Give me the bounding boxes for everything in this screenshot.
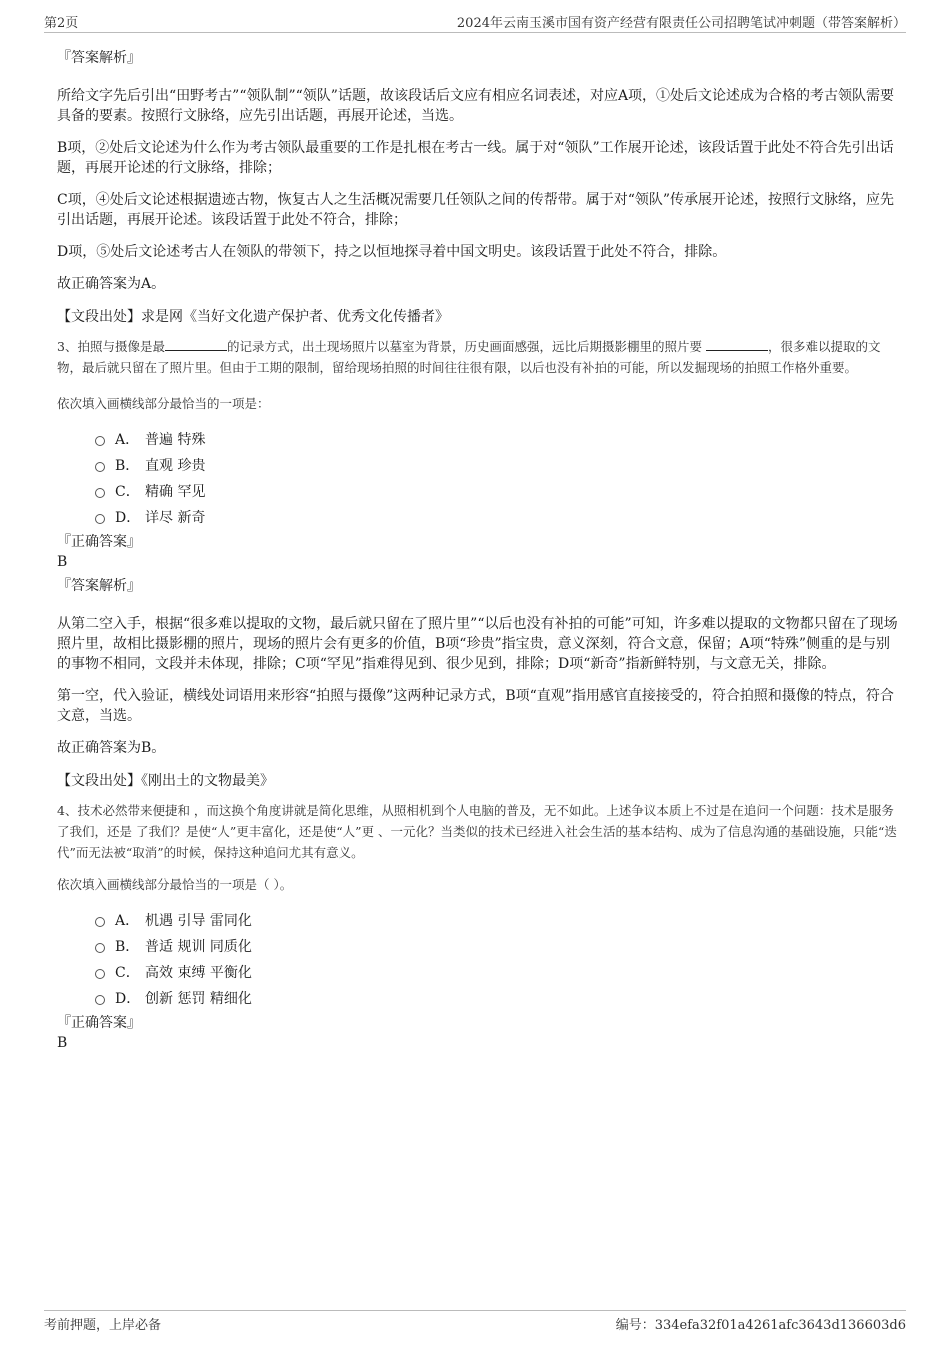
- radio-icon[interactable]: [95, 488, 105, 498]
- option-c[interactable]: C． 高效 束缚 平衡化: [95, 959, 899, 985]
- radio-icon[interactable]: [95, 917, 105, 927]
- radio-icon[interactable]: [95, 462, 105, 472]
- radio-icon[interactable]: [95, 943, 105, 953]
- blank-line: [165, 338, 227, 351]
- question-3-instruction: 依次填入画横线部分最恰当的一项是：: [57, 396, 270, 411]
- analysis-paragraph: 从第二空入手，根据“很多难以提取的文物，最后就只留在了照片里”“以后也没有补拍的可能”可知，许多难以提取的文物都只留在了现场照片里，故相比摄影棚的照片，现场的照片会有更多的价值，B项“珍贵”指宝贵，意义深刻，符合文意，保留；A项“特殊”侧重的是与别的事物不相同，文段并未体现，排除；C项“罕见”指难得见到、很少见到，排除；D项“新奇”指新鲜特别，与文意无关，排除。: [57, 616, 898, 672]
- passage-source: 【文段出处】求是网《当好文化遗产保护者、优秀文化传播者》: [57, 309, 449, 325]
- radio-icon[interactable]: [95, 514, 105, 524]
- analysis-paragraph: C项，④处后文论述根据遗迹古物，恢复古人之生活概况需要几任领队之间的传帮带。属于对“领队”传承展开论述，按照行文脉络，应先引出话题，再展开论述。该段话置于此处不符合，排除；: [57, 192, 895, 228]
- question-4-instruction: 依次填入画横线部分最恰当的一项是（ ）。: [57, 877, 293, 892]
- analysis-paragraph: B项，②处后文论述为什么作为考古领队最重要的工作是扎根在考古一线。属于对“领队”工作展开论述，该段话置于此处不符合先引出话题，再展开论述的行文脉络，排除；: [57, 140, 894, 176]
- page-footer: [44, 1310, 906, 1333]
- option-d[interactable]: D． 创新 惩罚 精细化: [95, 985, 899, 1011]
- correct-answer-heading: 『正确答案』: [57, 1015, 141, 1031]
- option-d[interactable]: D． 详尽 新奇: [95, 504, 899, 530]
- analysis-conclusion: 故正确答案为B。: [57, 740, 166, 756]
- radio-icon[interactable]: [95, 995, 105, 1005]
- footer-slogan: 考前押题，上岸必备: [44, 1318, 162, 1333]
- radio-icon[interactable]: [95, 436, 105, 446]
- option-a[interactable]: A． 机遇 引导 雷同化: [95, 907, 899, 933]
- passage-source: 【文段出处】《刚出土的文物最美》: [57, 773, 274, 789]
- correct-answer-heading: 『正确答案』: [57, 534, 141, 550]
- option-c[interactable]: C． 精确 罕见: [95, 478, 899, 504]
- question-3-text: 3、拍照与摄像是最 的记录方式，出土现场照片以墓室为背景，历史画面感强，远比后期摄影棚里的照片要 ，很多难以提取的文物，最后就只留在了照片里。但由于工期的限制，留给现场拍照的时间往往很有限，以后也没有补拍的可能，所以发掘现场的拍照工作格外重要。: [57, 339, 881, 375]
- analysis-paragraph: 所给文字先后引出“田野考古”“领队制”“领队”话题，故该段话后文应有相应名词表述，对应A项，①处后文论述成为合格的考古领队需要具备的要素。按照行文脉络，应先引出话题，再展开论述，当选。: [57, 88, 895, 124]
- page-header: [44, 12, 906, 33]
- page-number: 第2页: [44, 16, 79, 31]
- analysis-paragraph: D项，⑤处后文论述考古人在领队的带领下，持之以恒地探寻着中国文明史。该段话置于此处不符合，排除。: [57, 244, 727, 260]
- document-title: 2024年云南玉溪市国有资产经营有限责任公司招聘笔试冲刺题（带答案解析）: [456, 16, 906, 31]
- correct-answer: B: [57, 1035, 68, 1051]
- question-3-options: [57, 426, 899, 530]
- page-content: [57, 46, 899, 1053]
- radio-icon[interactable]: [95, 969, 105, 979]
- analysis-heading: 『答案解析』: [57, 50, 141, 66]
- option-a[interactable]: A． 普遍 特殊: [95, 426, 899, 452]
- analysis-conclusion: 故正确答案为A。: [57, 276, 166, 292]
- correct-answer: B: [57, 554, 68, 570]
- question-4-text: 4、技术必然带来便捷和 ，而这换个角度讲就是简化思维，从照相机到个人电脑的普及，无不如此。上述争议本质上不过是在追问一个问题：技术是服务了我们，还是 了我们？是使“人”更丰富化，还是使“人”更 、一元化？当类似的技术已经进入社会生活的基本结构、成为了信息沟通的基础设施，只能“迭代”而无法被“取消”的时候，保持这种追问尤其有意义。: [57, 803, 897, 860]
- analysis-heading: 『答案解析』: [57, 578, 141, 594]
- document-id: 编号：334efa32f01a4261afc3643d136603d6: [615, 1318, 906, 1333]
- analysis-paragraph: 第一空，代入验证，横线处词语用来形容“拍照与摄像”这两种记录方式，B项“直观”指用感官直接接受的，符合拍照和摄像的特点，符合文意，当选。: [57, 688, 894, 724]
- option-b[interactable]: B． 直观 珍贵: [95, 452, 899, 478]
- option-b[interactable]: B． 普适 规训 同质化: [95, 933, 899, 959]
- blank-line: [706, 338, 768, 351]
- question-4-options: [57, 907, 899, 1011]
